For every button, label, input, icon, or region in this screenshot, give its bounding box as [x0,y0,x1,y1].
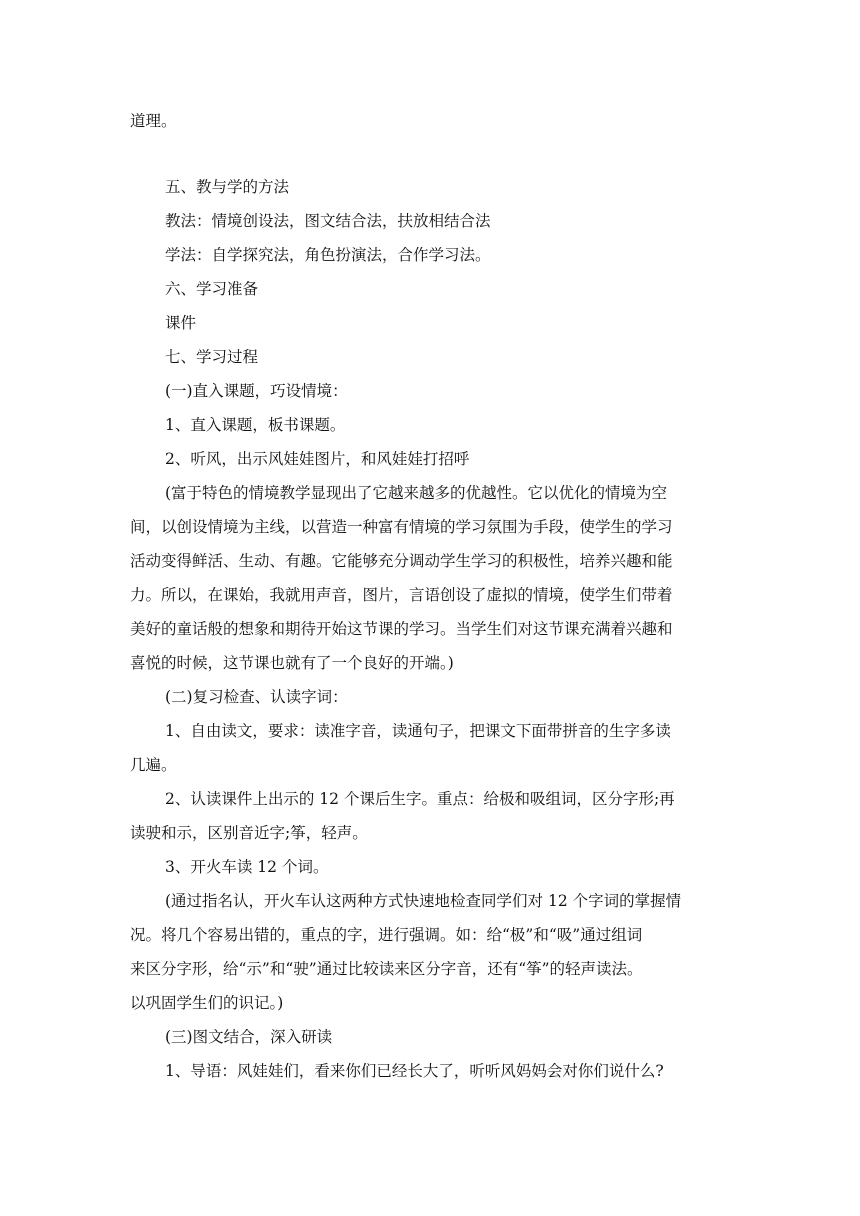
paragraph-line: 间，以创设情境为主线，以营造一种富有情境的学习氛围为手段，使学生的学习 [130,518,673,536]
paragraph-line: 读驶和示，区别音近字;筝，轻声。 [130,824,368,842]
paragraph-line: 2、认读课件上出示的 12 个课后生字。重点：给极和吸组词，区分字形;再 [165,790,675,808]
paragraph-line: 1、直入课题，板书课题。 [165,416,346,434]
paragraph-line: 课件 [165,314,197,332]
paragraph-line: 美好的童话般的想象和期待开始这节课的学习。当学生们对这节课充满着兴趣和 [130,620,673,638]
paragraph-line: 1、自由读文，要求：读准字音，读通句子，把课文下面带拼音的生字多读 [165,722,671,740]
paragraph-line: 道理。 [130,112,177,130]
paragraph-line: 以巩固学生们的识记。) [130,994,284,1012]
paragraph-line: 况。将几个容易出错的，重点的字，进行强调。如：给“极”和“吸”通过组词 [130,926,643,944]
section-heading: 六、学习准备 [165,280,259,298]
section-heading: 五、教与学的方法 [165,178,290,196]
paragraph-line: (通过指名认，开火车认这两种方式快速地检查同学们对 12 个字词的掌握情 [165,892,682,910]
paragraph-line: 3、开火车读 12 个词。 [165,858,329,876]
section-heading: 七、学习过程 [165,348,259,366]
paragraph-line: 学法：自学探究法，角色扮演法，合作学习法。 [165,246,491,264]
subsection-heading: (三)图文结合，深入研读 [165,1028,333,1046]
paragraph-line: 力。所以，在课始，我就用声音，图片，言语创设了虚拟的情境，使学生们带着 [130,586,673,604]
paragraph-line: (富于特色的情境教学显现出了它越来越多的优越性。它以优化的情境为空 [165,484,668,502]
paragraph-line: 2、听风，出示风娃娃图片，和风娃娃打招呼 [165,450,470,468]
paragraph-line: 来区分字形，给“示”和“驶”通过比较读来区分字音，还有“筝”的轻声读法。 [130,960,643,978]
subsection-heading: (二)复习检查、认读字词： [165,688,348,706]
paragraph-line: 几遍。 [130,756,177,774]
paragraph-line: 1、导语：风娃娃们，看来你们已经长大了，听听风妈妈会对你们说什么? [165,1062,664,1080]
paragraph-line: 喜悦的时候，这节课也就有了一个良好的开端。) [130,654,454,672]
subsection-heading: (一)直入课题，巧设情境： [165,382,348,400]
paragraph-line: 教法：情境创设法，图文结合法，扶放相结合法 [165,212,491,230]
paragraph-line: 活动变得鲜活、生动、有趣。它能够充分调动学生学习的积极性，培养兴趣和能 [130,552,673,570]
